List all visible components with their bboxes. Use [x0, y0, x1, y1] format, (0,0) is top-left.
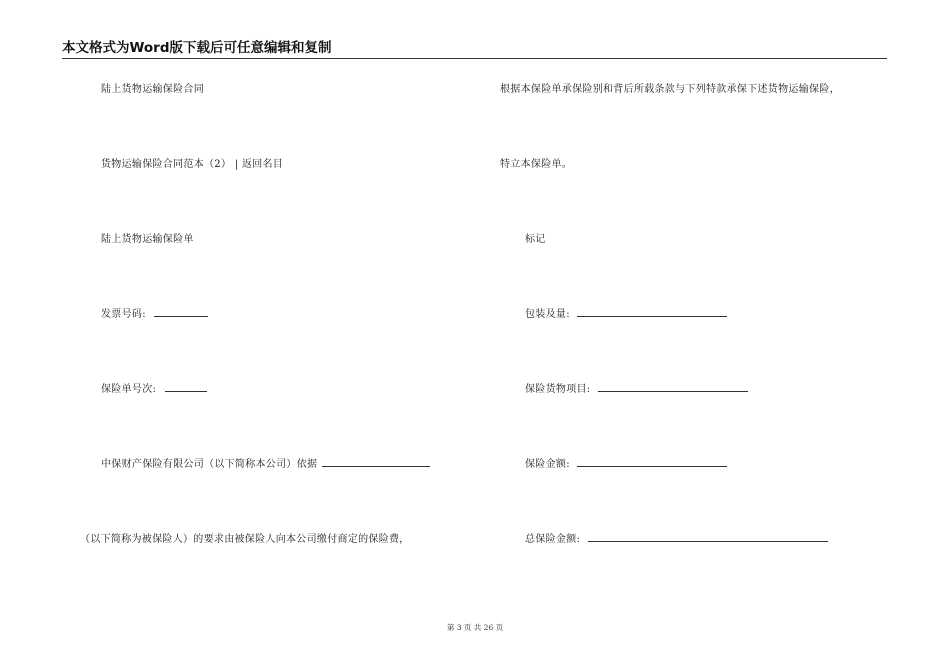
total-insured-amount-row	[525, 530, 828, 545]
invoice-number-blank[interactable]	[154, 306, 208, 317]
packaging-quantity-blank[interactable]	[577, 306, 727, 317]
packaging-quantity-row	[525, 305, 727, 320]
marks-label: 标记	[525, 234, 546, 245]
invoice-number-row	[101, 305, 208, 320]
insured-goods-blank[interactable]	[598, 381, 748, 392]
page-number-footer: 第 3 页 共 26 页	[446, 623, 504, 632]
packaging-quantity-label: 包装及量:	[525, 309, 570, 320]
insured-amount-label: 保险金额:	[525, 459, 570, 470]
policy-issued-text: 特立本保险单。	[500, 159, 573, 170]
insured-goods-label: 保险货物项目:	[525, 384, 591, 395]
insured-name-blank[interactable]	[322, 456, 430, 467]
insured-goods-row	[525, 380, 748, 395]
policy-number-row	[101, 380, 207, 395]
policy-title: 陆上货物运输保险单	[101, 234, 194, 245]
contract-title: 陆上货物运输保险合同	[101, 84, 204, 95]
document-header-title: 本文格式为Word版下载后可任意编辑和复制	[62, 36, 887, 59]
insurer-clause-row	[101, 455, 430, 470]
insured-amount-blank[interactable]	[577, 456, 727, 467]
insured-clause-text: （以下简称为被保险人）的要求由被保险人向本公司缴付商定的保险费，	[80, 534, 410, 545]
total-insured-amount-label: 总保险金额:	[525, 534, 581, 545]
coverage-clause-text: 根据本保险单承保险别和背后所载条款与下列特款承保下述货物运输保险，	[500, 84, 840, 95]
policy-number-blank[interactable]	[165, 381, 207, 392]
invoice-number-label: 发票号码:	[101, 309, 146, 320]
total-insured-amount-blank[interactable]	[588, 531, 828, 542]
insured-amount-row	[525, 455, 727, 470]
sample-contract-link-line: 货物运输保险合同范本（2） | 返回名目	[101, 159, 284, 170]
insurer-clause-text: 中保财产保险有限公司（以下简称本公司）依据	[101, 459, 318, 470]
policy-number-label: 保险单号次:	[101, 384, 157, 395]
